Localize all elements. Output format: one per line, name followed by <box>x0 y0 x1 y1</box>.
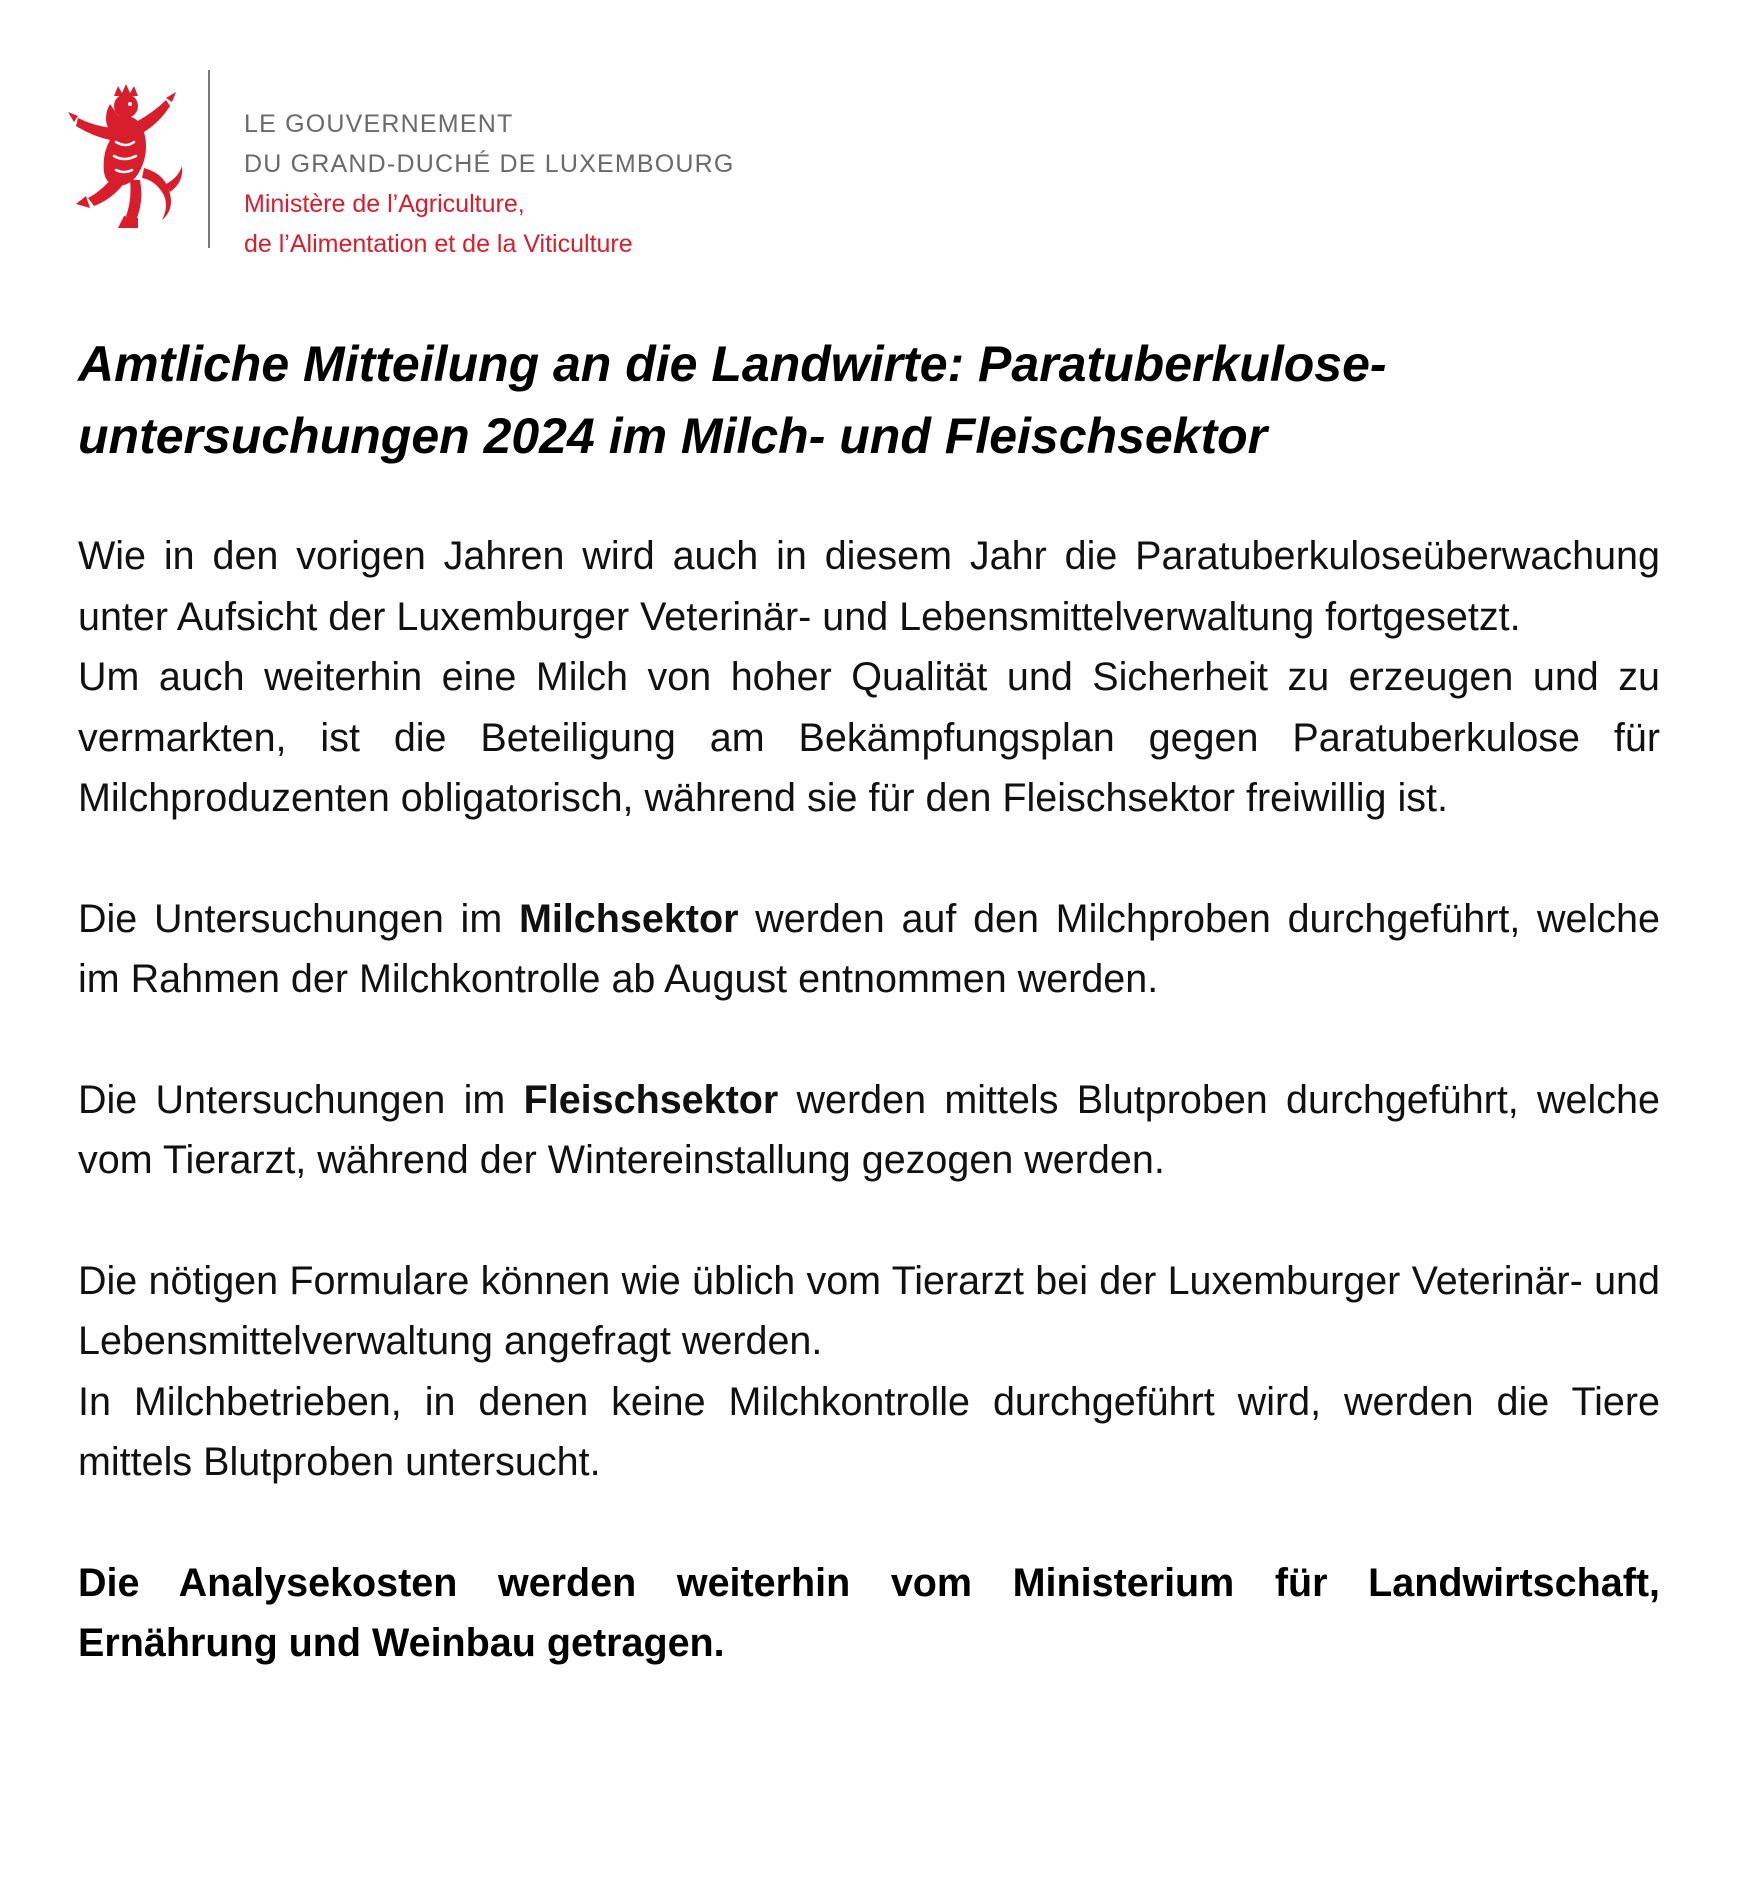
milk-sector-text-end: werden auf den Milchproben durchgeführt, welche im Rahmen der Milchkontrolle ab August entnommen werden. <box>78 896 1660 1001</box>
paragraph-gap <box>78 1191 1660 1251</box>
paragraph-intro: Wie in den vorigen Jahren wird auch in diesem Jahr die Paratuberkuloseüberwachung unter Aufsicht der Luxemburger Veterinär- und Lebensmittelverwaltung fortgesetzt. <box>78 534 1660 639</box>
milk-sector-text-start: Die Untersuchungen im <box>78 896 519 941</box>
header <box>66 68 826 258</box>
paragraph-milk-sector <box>78 889 1660 1010</box>
paragraph-costs: Die Analysekosten werden weiterhin vom Ministerium für Landwirtschaft, Ernährung und Weinbau getragen. <box>78 1560 1660 1665</box>
meat-sector-text-end: werden mittels Blutproben durchgeführt, welche vom Tierarzt, während der Wintereinstallung gezogen werden. <box>78 1077 1660 1182</box>
paragraph-obligation: Um auch weiterhin eine Milch von hoher Qualität und Sicherheit zu erzeugen und zu vermarkten, ist die Beteiligung am Bekämpfungsplan gegen Paratuberkulose für Milchproduzenten obligatorisch, während sie für den Fleischsektor freiwillig ist. <box>78 655 1660 820</box>
government-name-line-1: LE GOUVERNEMENT <box>244 110 514 138</box>
red-lion-coat-of-arms-icon <box>66 82 188 230</box>
government-name-line-2: DU GRAND-DUCHÉ DE LUXEMBOURG <box>244 150 735 178</box>
government-identity <box>244 104 735 264</box>
paragraph-forms: Die nötigen Formulare können wie üblich vom Tierarzt bei der Luxemburger Veterinär- und Lebensmittelverwaltung angefragt werden. <box>78 1258 1660 1363</box>
paragraph-meat-sector <box>78 1070 1660 1191</box>
ministry-name-line-1: Ministère de l’Agriculture, <box>244 190 525 218</box>
paragraph-gap <box>78 1493 1660 1553</box>
paragraph-gap <box>78 1010 1660 1070</box>
paragraph-gap <box>78 829 1660 889</box>
meat-sector-highlight: Fleischsektor <box>523 1077 779 1122</box>
ministry-name-line-2: de l’Alimentation et de la Viticulture <box>244 230 633 258</box>
meat-sector-text-start: Die Untersuchungen im <box>78 1077 524 1122</box>
paragraph-blood-samples: In Milchbetrieben, in denen keine Milchkontrolle durchgeführt wird, werden die Tiere mittels Blutproben untersucht. <box>78 1379 1660 1484</box>
header-divider <box>208 70 210 248</box>
document-title: Amtliche Mitteilung an die Landwirte: Paratuberkuloseuntersuchungen 2024 im Milch- und Fleischsektor <box>78 336 1387 464</box>
milk-sector-highlight: Milchsektor <box>518 896 739 941</box>
document-body <box>78 328 1660 1674</box>
